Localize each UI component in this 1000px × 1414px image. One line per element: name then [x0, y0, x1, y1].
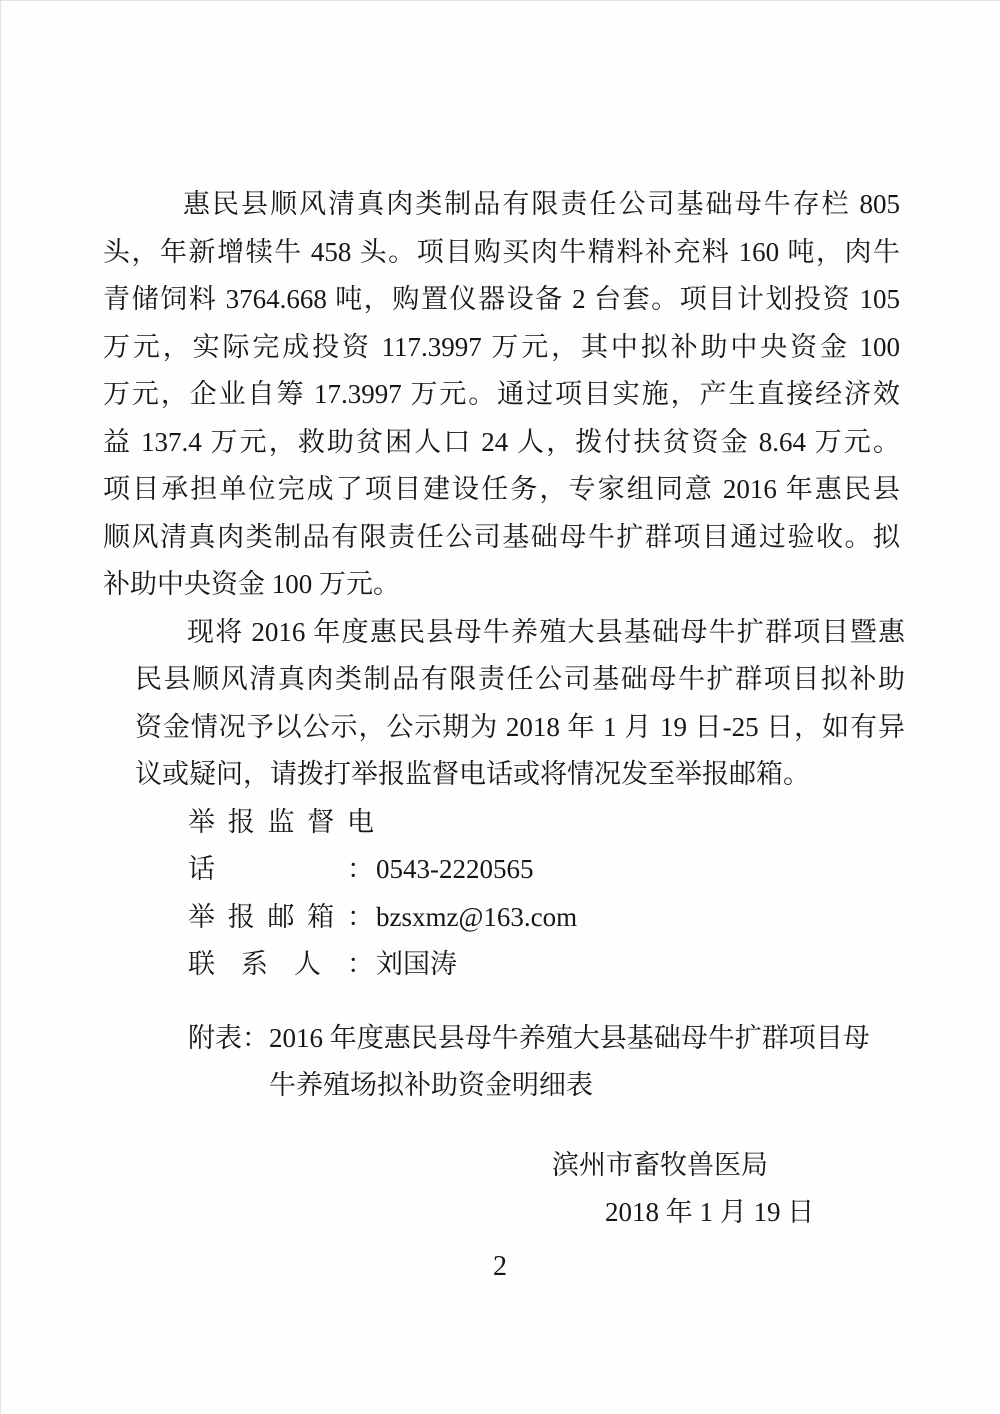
para2-line-2: 民县顺风清真肉类制品有限责任公司基础母牛扩群项目拟补助	[135, 664, 905, 694]
contact-person-value: 刘国涛	[376, 949, 457, 979]
para2-line-4: 议或疑问，请拨打举报监督电话或将情况发至举报邮箱。	[135, 759, 810, 789]
para2-line-3: 资金情况予以公示，公示期为 2018 年 1 月 19 日-25 日，如有异	[135, 711, 905, 742]
para1-line-5: 万元，企业自筹 17.3997 万元。通过项目实施，产生直接经济效	[103, 379, 900, 409]
paragraph-public-notice	[135, 609, 905, 799]
signature-date: 2018 年 1 月 19 日	[605, 1197, 815, 1227]
contact-person-label: 联系人：	[188, 949, 374, 979]
attachment-line-2: 牛养殖场拟补助资金明细表	[269, 1070, 593, 1100]
report-phone-label: 举报监督电话：	[188, 806, 374, 884]
para2-line-1: 现将 2016 年度惠民县母牛养殖大县基础母牛扩群项目暨惠	[187, 616, 905, 647]
para1-line-4: 万元，实际完成投资 117.3997 万元，其中拟补助中央资金 100	[103, 331, 900, 362]
signature-block	[103, 1142, 900, 1237]
paragraph-project-results	[103, 181, 900, 609]
attachment-note	[188, 1015, 900, 1110]
page-number: 2	[493, 1251, 507, 1282]
para1-line-7: 项目承担单位完成了项目建设任务，专家组同意 2016 年惠民县	[103, 474, 900, 504]
para1-line-6: 益 137.4 万元，救助贫困人口 24 人，拨付扶贫资金 8.64 万元。	[103, 426, 900, 457]
report-phone-row	[188, 799, 900, 894]
contact-info-block	[188, 799, 900, 989]
para1-line-8: 顺风清真肉类制品有限责任公司基础母牛扩群项目通过验收。拟	[103, 521, 900, 552]
para1-line-1: 惠民县顺风清真肉类制品有限责任公司基础母牛存栏 805	[183, 189, 900, 219]
para1-line-9: 补助中央资金 100 万元。	[103, 569, 400, 599]
report-email-value: bzsxmz@163.com	[376, 901, 578, 932]
report-email-row	[188, 894, 900, 942]
para1-line-2: 头，年新增犊牛 458 头。项目购买肉牛精料补充料 160 吨，肉牛	[103, 236, 900, 267]
report-phone-value: 0543-2220565	[376, 854, 534, 884]
attachment-line-1: 附表：2016 年度惠民县母牛养殖大县基础母牛扩群项目母	[188, 1022, 870, 1053]
contact-person-row	[188, 941, 900, 989]
signature-agency: 滨州市畜牧兽医局	[552, 1149, 768, 1180]
para1-line-3: 青储饲料 3764.668 吨，购置仪器设备 2 台套。项目计划投资 105	[103, 284, 900, 314]
report-email-label: 举报邮箱：	[188, 901, 374, 932]
